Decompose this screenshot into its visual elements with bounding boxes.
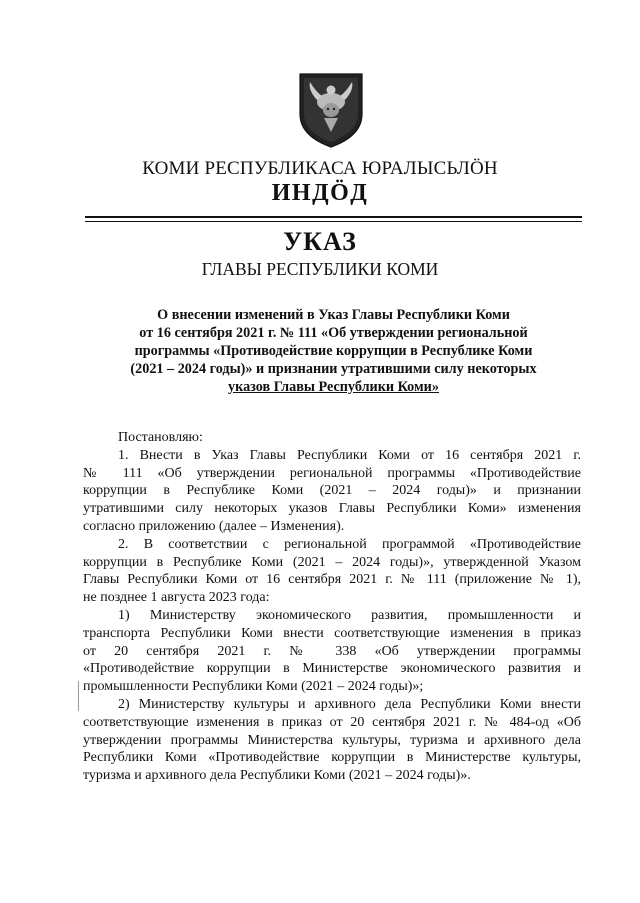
paragraph-1-line: согласно приложению (далее – Изменения). [83,518,345,534]
paragraph-2-line: Главы Республики Коми от 16 сентября 2021 г. № 111 (приложение № 1), [83,572,581,588]
item-2-line: Республики Коми «Противодействие коррупции в Министерстве культуры, [83,750,581,766]
document-issuer: ГЛАВЫ РЕСПУБЛИКИ КОМИ [201,259,439,279]
header-divider-thin [85,221,582,222]
header-komi-line: КОМИ РЕСПУБЛИКАСА ЮРАЛЫСЬЛÖН [142,158,498,179]
paragraph-1-line: 1. Внести в Указ Главы Республики Коми от 16 сентября 2021 г. [118,447,581,463]
paragraph-1-line: № 111 «Об утверждении региональной программы «Противодействие [83,465,581,481]
item-1-line: 1) Министерству экономического развития, промышленности и [118,607,581,623]
paragraph-1-line: утратившими силу некоторых указов Главы Республики Коми» изменения [83,501,581,517]
title-line: от 16 сентября 2021 г. № 111 «Об утверждении региональной [139,325,528,341]
paragraph-1-line: коррупции в Республике Коми (2021 – 2024 годы)» и признании [83,483,581,499]
document-type: УКАЗ [283,227,357,256]
scan-margin-mark [78,681,79,711]
header-komi-title: ИНДÖД [271,180,369,206]
item-2-line: туризма и архивного дела Республики Коми (2021 – 2024 годы)». [83,768,471,784]
paragraph-2-line: коррупции в Республике Коми (2021 – 2024 годы)», утвержденной Указом [83,554,581,570]
document-title [90,306,577,396]
document-body [83,429,581,785]
coat-of-arms-icon [296,70,366,150]
header-divider-thick [85,216,582,218]
item-1-line: «Противодействие коррупции в Министерстве экономического развития и [83,661,581,677]
item-1-line: транспорта Республики Коми внести соответствующие изменения в приказ [83,625,581,641]
item-2-line: соответствующие изменения в приказ от 20 сентября 2021 г. № 484-од «Об [83,714,581,730]
title-line: (2021 – 2024 годы)» и признании утратившими силу некоторых [130,361,537,377]
item-1-line: от 20 сентября 2021 г. № 338 «Об утверждении программы [83,643,581,659]
paragraph-2-line: не позднее 1 августа 2023 года: [83,590,270,606]
item-2-line: утверждении программы Министерства культуры, туризма и архивного дела [83,732,581,748]
title-line: указов Главы Республики Коми» [228,379,439,395]
title-line: программы «Противодействие коррупции в Республике Коми [134,343,533,359]
title-line: О внесении изменений в Указ Главы Республики Коми [157,307,510,323]
item-1-line: промышленности Республики Коми (2021 – 2024 годы)»; [83,679,424,695]
body-lead: Постановляю: [118,430,203,445]
paragraph-2-line: 2. В соответствии с региональной программой «Противодействие [118,536,581,552]
item-2-line: 2) Министерству культуры и архивного дела Республики Коми внести [118,696,581,712]
